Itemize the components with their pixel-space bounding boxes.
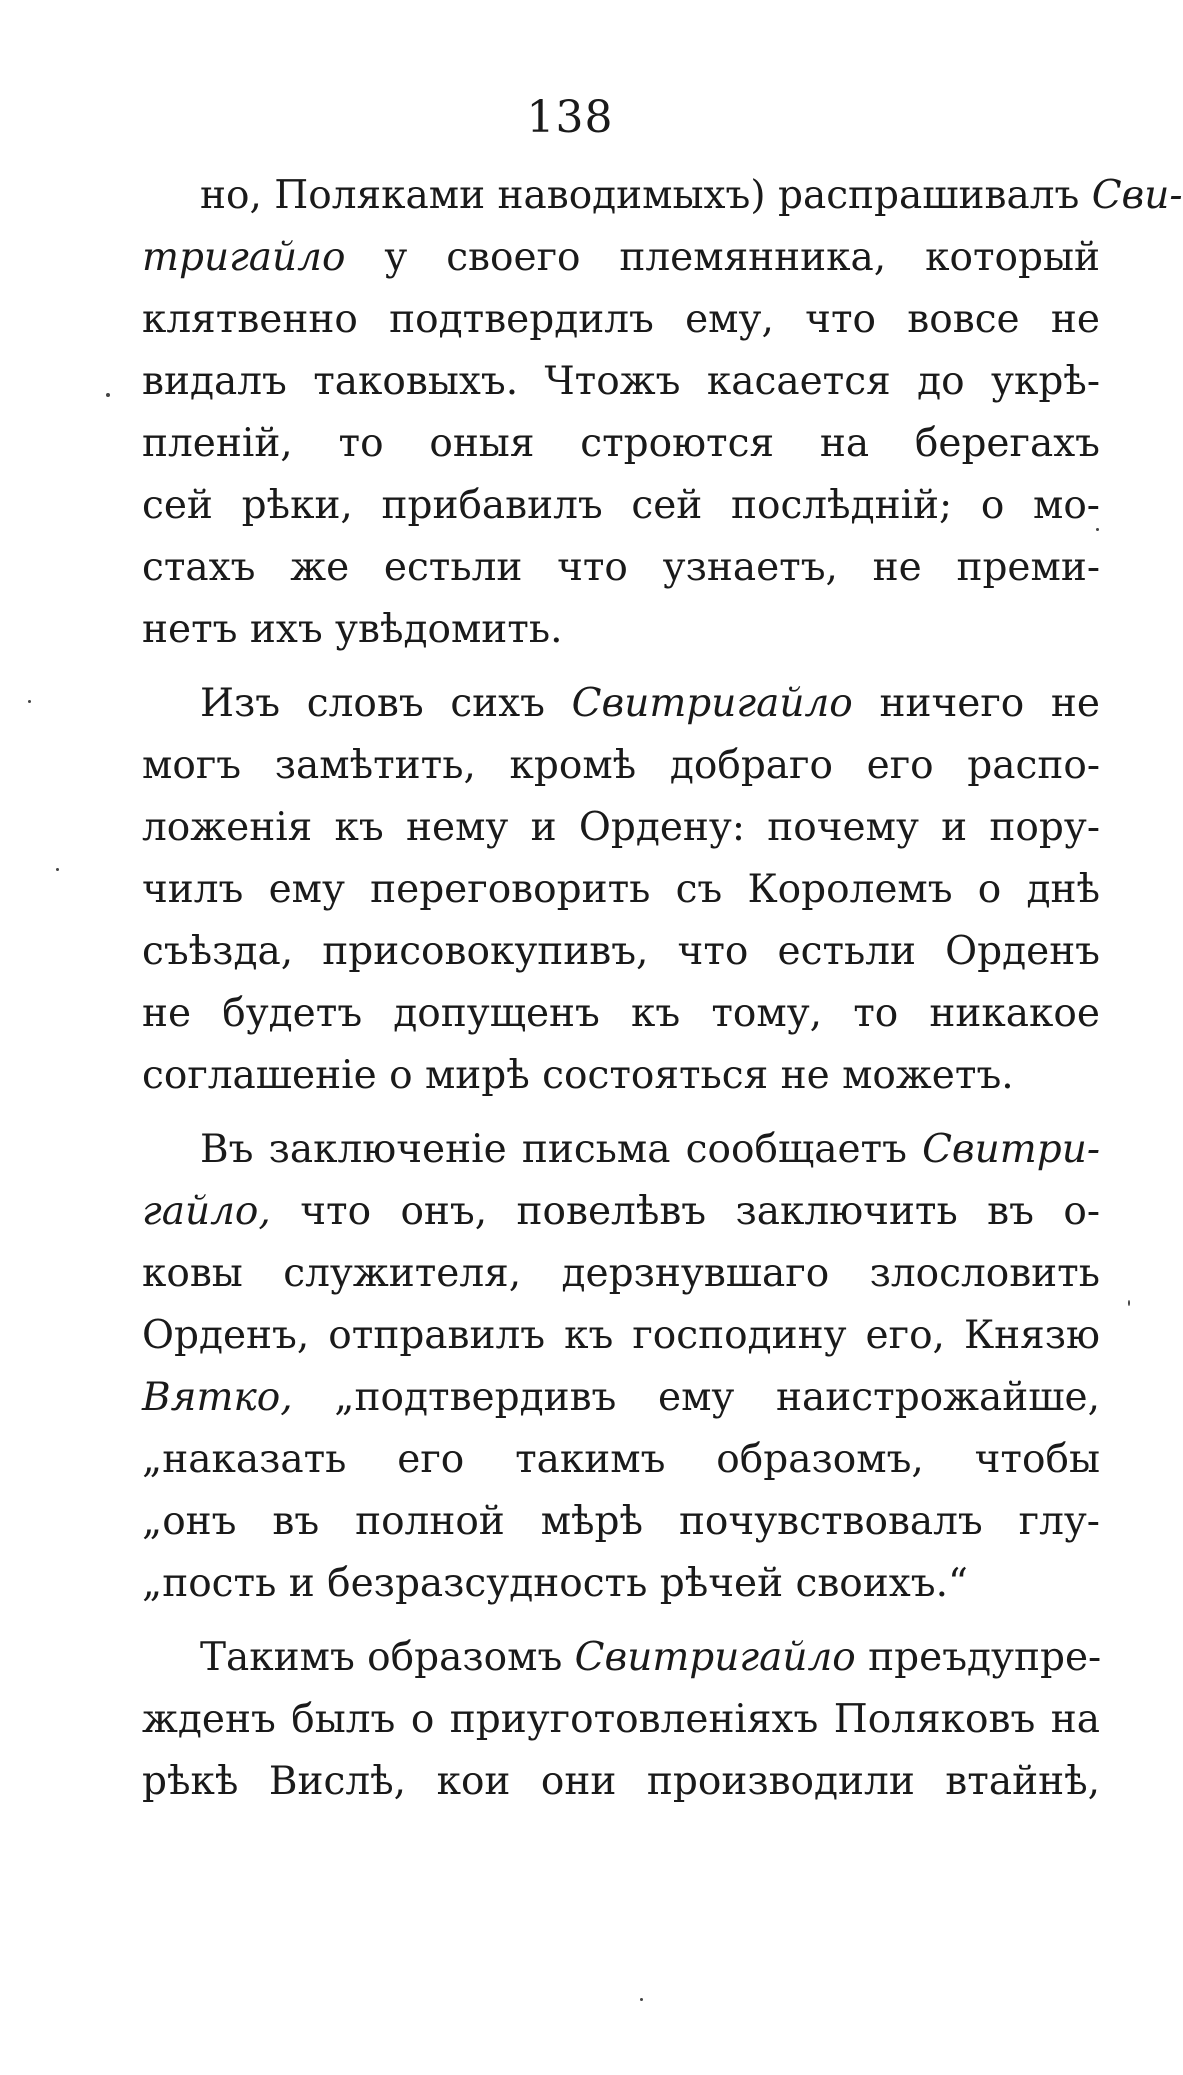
text-line [142,227,1100,289]
italic-name-span: Вятко, [142,1375,293,1420]
text-line [142,1305,1100,1367]
text-span: стахъ же естьли что узнаетъ, не преми- [142,545,1100,590]
text-line [142,1243,1100,1305]
text-line [142,599,1100,661]
text-line [142,1119,1100,1181]
text-span: клятвенно подтвердилъ ему, что вовсе не [142,297,1100,342]
italic-name-span: Свитригайло [574,1635,856,1680]
text-span: что онъ, повелѣвъ заключить въ о- [270,1189,1100,1234]
text-span: пленій, то оныя строются на берегахъ [142,421,1100,466]
text-line [142,1045,1100,1107]
italic-name-span: тригайло [142,235,346,280]
text-span: нетъ ихъ увѣдомить. [142,607,563,652]
text-span: Орденъ, отправилъ къ господину его, Князю [142,1313,1100,1358]
text-line [142,1429,1100,1491]
text-line [142,413,1100,475]
scan-speck [1096,528,1099,531]
text-line [142,1367,1100,1429]
text-span: видалъ таковыхъ. Чтожъ касается до укрѣ- [142,359,1100,404]
text-line [142,859,1100,921]
italic-name-span: гайло, [142,1189,271,1234]
text-span: „онъ въ полной мѣрѣ почувствовалъ глу- [142,1499,1100,1544]
text-line [142,673,1100,735]
page-number: 138 [526,92,614,143]
text-span: съѣзда, присовокупивъ, что естьли Орденъ [142,929,1100,974]
text-span: жденъ былъ о приуготовленіяхъ Поляковъ на [142,1697,1100,1742]
scan-speck [1128,1300,1130,1306]
italic-name-span: Свитри- [922,1127,1100,1172]
text-line [142,921,1100,983]
text-line [142,797,1100,859]
text-span: но, Поляками наводимыхъ) распрашивалъ [200,173,1092,218]
text-line [142,165,1183,227]
text-line [142,1491,1100,1553]
text-line [142,1751,1100,1813]
text-line [142,983,1100,1045]
text-span: сей рѣки, прибавилъ сей послѣдній; о мо- [142,483,1100,528]
scan-speck [28,700,31,703]
text-span: соглашеніе о мирѣ состояться не можетъ. [142,1053,1014,1098]
text-span: рѣкѣ Вислѣ, кои они производили втайнѣ, [142,1759,1100,1804]
text-span: Изъ словъ сихъ [200,681,572,726]
text-line [142,735,1100,797]
text-span: Такимъ образомъ [200,1635,575,1680]
text-line [142,1689,1100,1751]
text-span: ложенія къ нему и Ордену: почему и пору- [142,805,1100,850]
text-line [142,475,1100,537]
text-span: „пость и безразсудность рѣчей своихъ.“ [142,1561,968,1606]
text-line [142,1181,1100,1243]
text-span: „наказать его такимъ образомъ, чтобы [142,1437,1100,1482]
text-span: не будетъ допущенъ къ тому, то никакое [142,991,1100,1036]
scan-speck [640,1998,643,2001]
text-line [142,351,1100,413]
text-span: ковы служителя, дерзнувшаго злословить [142,1251,1100,1296]
text-line [142,289,1100,351]
italic-name-span: Свитригайло [571,681,853,726]
text-span: у своего племянника, который [345,235,1100,280]
italic-name-span: Сви- [1091,173,1183,218]
text-span: чилъ ему переговорить съ Королемъ о днѣ [142,867,1100,912]
scan-speck [106,393,110,397]
text-span: преъдупре- [855,1635,1102,1680]
text-line [142,1627,1100,1689]
text-line [142,537,1100,599]
text-span: ничего не [852,681,1101,726]
scan-speck [56,868,59,871]
text-span: „подтвердивъ ему наистрожайше, [292,1375,1100,1420]
text-span: Въ заключеніе письма сообщаетъ [200,1127,923,1172]
text-line [142,1553,1100,1615]
text-span: могъ замѣтить, кромѣ добраго его распо- [142,743,1100,788]
body-text [142,165,1183,1813]
